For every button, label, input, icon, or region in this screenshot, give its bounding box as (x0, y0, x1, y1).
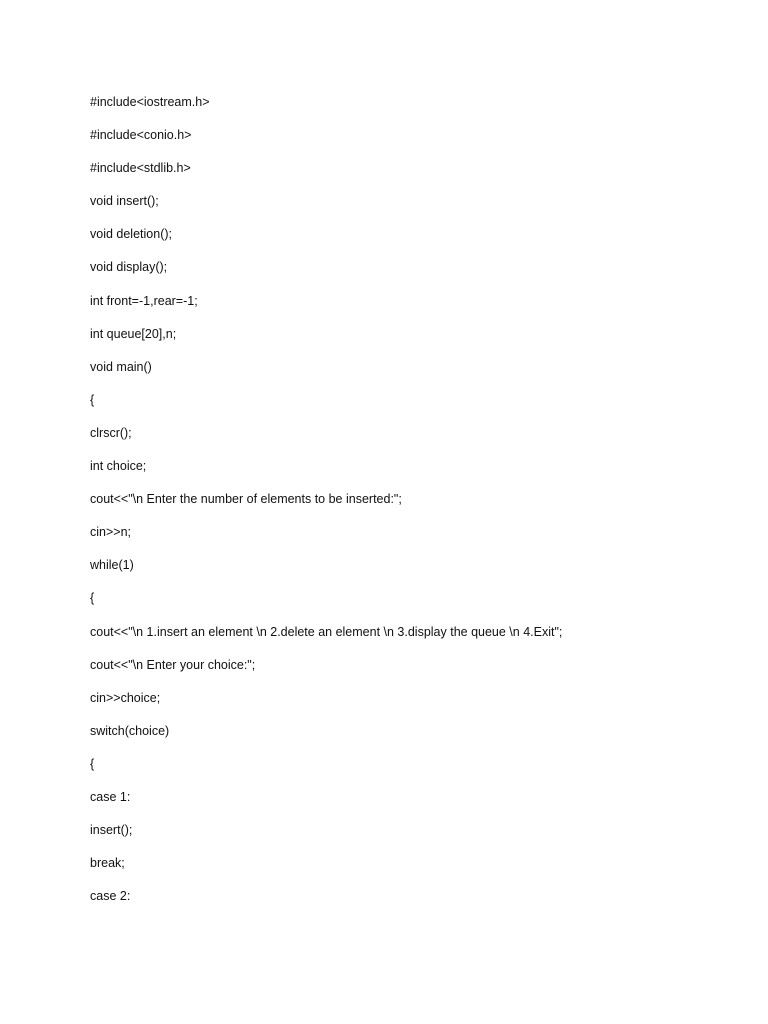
code-line: cin>>n; (90, 525, 132, 540)
code-line: void main() (90, 359, 152, 374)
code-line: { (90, 392, 95, 407)
code-line: switch(choice) (90, 723, 170, 738)
code-line: case 2: (90, 889, 131, 904)
code-line: cout<<"\n Enter your choice:"; (90, 657, 256, 672)
code-listing (90, 92, 562, 919)
code-line: void deletion(); (90, 227, 172, 242)
code-line: int queue[20],n; (90, 326, 177, 341)
code-line: void insert(); (90, 194, 159, 209)
code-line: clrscr(); (90, 425, 132, 440)
code-line: { (90, 756, 95, 771)
code-line: cout<<"\n 1.insert an element \n 2.delete an element \n 3.display the queue \n 4.Exit"; (90, 624, 563, 639)
code-line: void display(); (90, 260, 168, 275)
code-line: case 1: (90, 789, 131, 804)
code-line: while(1) (90, 558, 134, 573)
code-line: #include<stdlib.h> (90, 161, 191, 176)
code-line: cout<<"\n Enter the number of elements to be inserted:"; (90, 492, 402, 507)
code-line: insert(); (90, 823, 133, 838)
code-line: { (90, 591, 95, 606)
code-line: #include<conio.h> (90, 128, 192, 143)
code-line: #include<iostream.h> (90, 95, 210, 109)
code-line: int choice; (90, 459, 147, 474)
code-line: int front=-1,rear=-1; (90, 293, 198, 308)
code-line: cin>>choice; (90, 690, 161, 705)
code-line: break; (90, 856, 125, 871)
